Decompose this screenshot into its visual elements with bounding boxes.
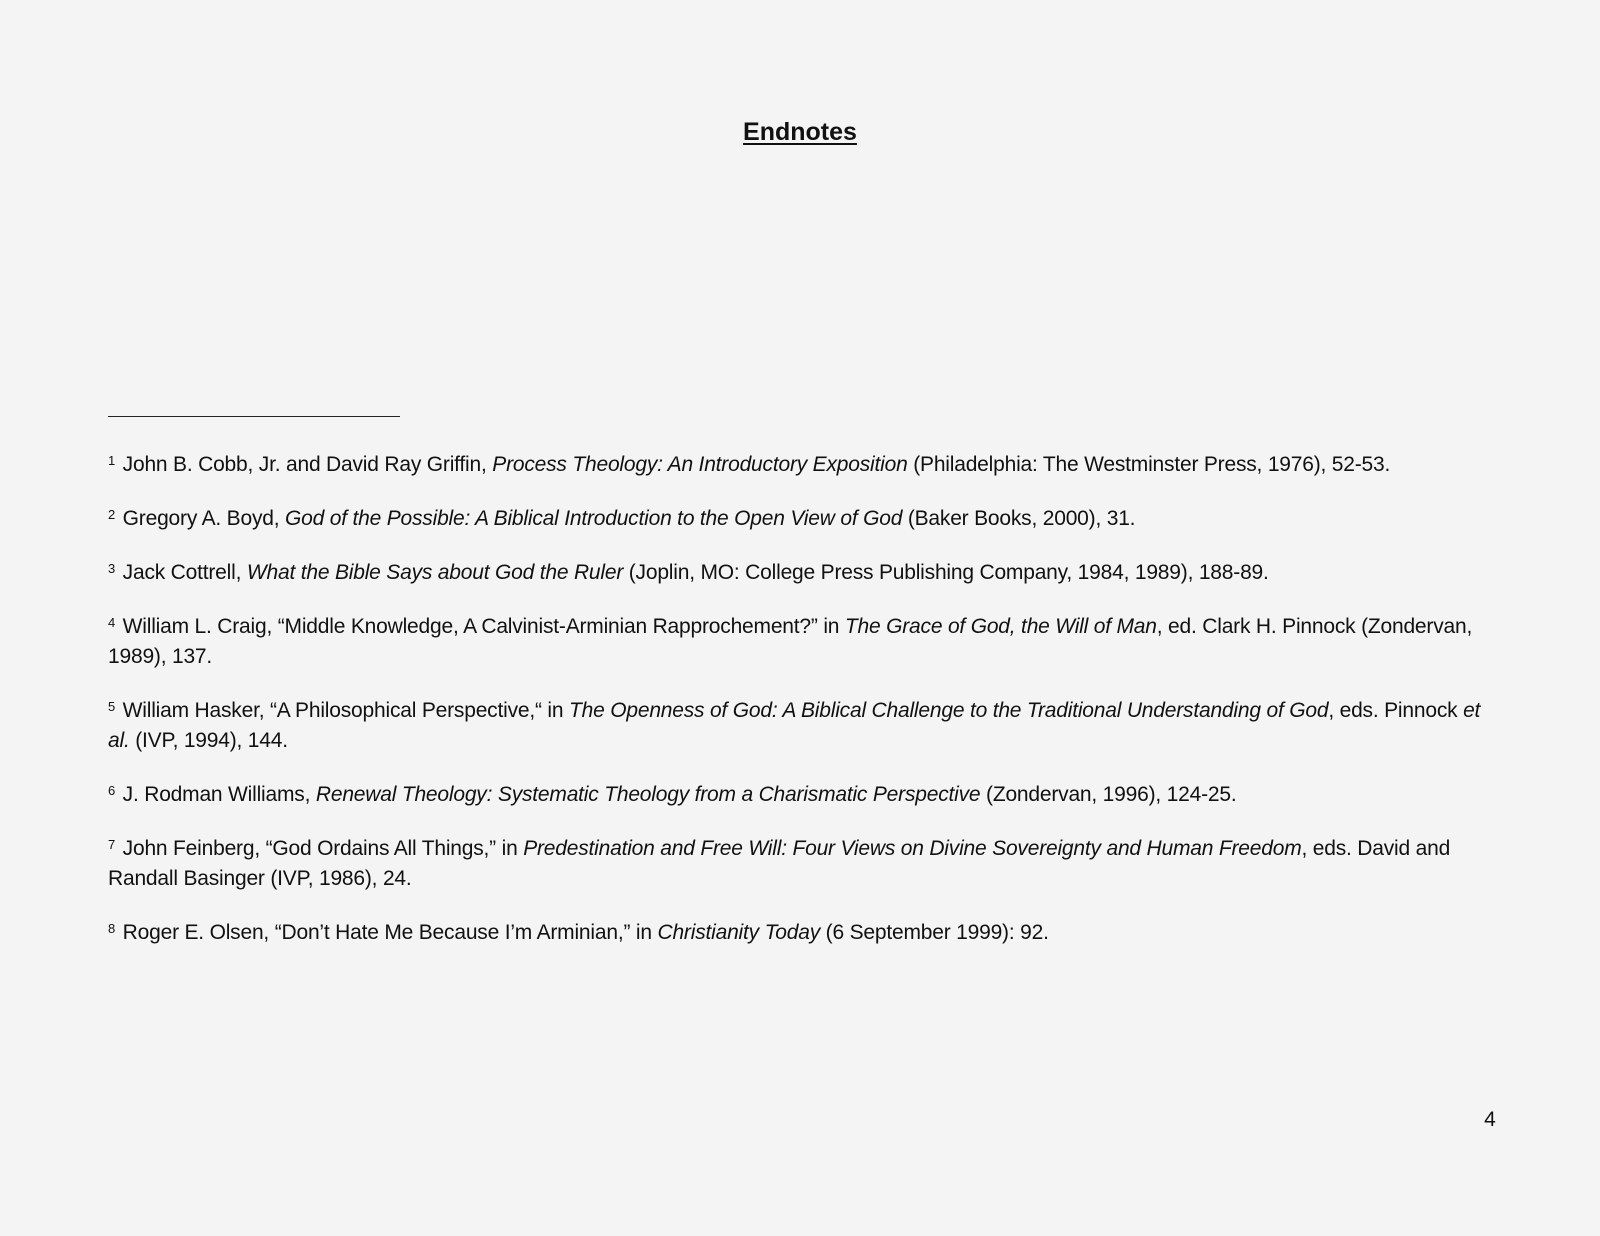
endnote-number: 5 [108,699,116,714]
endnote-3 [108,558,1498,588]
endnote-text: , ed. Clark H. Pinnock (Zondervan, 1989), 137. [108,615,1473,668]
endnote-title: What the Bible Says about God the Ruler [246,561,624,584]
endnote-7 [108,834,1498,894]
endnote-number: 8 [108,921,116,936]
endnote-text: Jack Cottrell, [117,561,247,584]
endnote-title: Christianity Today [657,921,821,944]
endnote-text: (Zondervan, 1996), 124-25. [980,783,1237,806]
endnote-title: The Openness of God: A Biblical Challenge to the Traditional Understanding of God [569,699,1329,722]
endnote-text: (Philadelphia: The Westminster Press, 1976), 52-53. [907,453,1391,476]
page-number: 4 [1484,1108,1496,1131]
endnote-text: (Joplin, MO: College Press Publishing Company, 1984, 1989), 188-89. [623,561,1269,584]
endnote-4 [108,612,1498,672]
endnote-5 [108,696,1498,756]
endnote-text: (6 September 1999): 92. [820,921,1049,944]
endnote-number: 3 [108,561,116,576]
endnote-text: Gregory A. Boyd, [117,507,286,530]
endnote-1 [108,450,1498,480]
endnote-text: John B. Cobb, Jr. and David Ray Griffin, [117,453,493,476]
endnote-number: 6 [108,783,116,798]
endnote-number: 1 [108,453,116,468]
endnote-title: Predestination and Free Will: Four Views on Divine Sovereignty and Human Freedom [523,837,1302,860]
endnotes-list [108,450,1498,972]
endnote-text: William L. Craig, “Middle Knowledge, A Calvinist-Arminian Rapprochement?” in [117,615,845,638]
endnote-text: John Feinberg, “God Ordains All Things,” in [117,837,524,860]
endnote-number: 4 [108,615,116,630]
endnote-title: Renewal Theology: Systematic Theology from a Charismatic Perspective [315,783,981,806]
endnote-number: 2 [108,507,116,522]
endnote-text: J. Rodman Williams, [117,783,316,806]
endnote-8 [108,918,1498,948]
endnote-text: (IVP, 1994), 144. [129,729,288,752]
endnote-2 [108,504,1498,534]
endnote-text: , eds. David and Randall Basinger (IVP, 1986), 24. [108,837,1451,890]
endnote-6 [108,780,1498,810]
endnote-title: Process Theology: An Introductory Exposition [492,453,908,476]
endnote-title: God of the Possible: A Biblical Introduction to the Open View of God [285,507,903,530]
endnote-text: William Hasker, “A Philosophical Perspective,“ in [117,699,569,722]
endnote-title: The Grace of God, the Will of Man [844,615,1157,638]
endnote-text: Roger E. Olsen, “Don’t Hate Me Because I’m Arminian,” in [117,921,658,944]
endnote-number: 7 [108,837,116,852]
endnote-text: , eds. Pinnock [1328,699,1464,722]
page-title: Endnotes [743,118,857,146]
endnote-title: et al. [108,699,1481,752]
endnote-text: (Baker Books, 2000), 31. [902,507,1136,530]
endnote-separator [108,416,400,417]
